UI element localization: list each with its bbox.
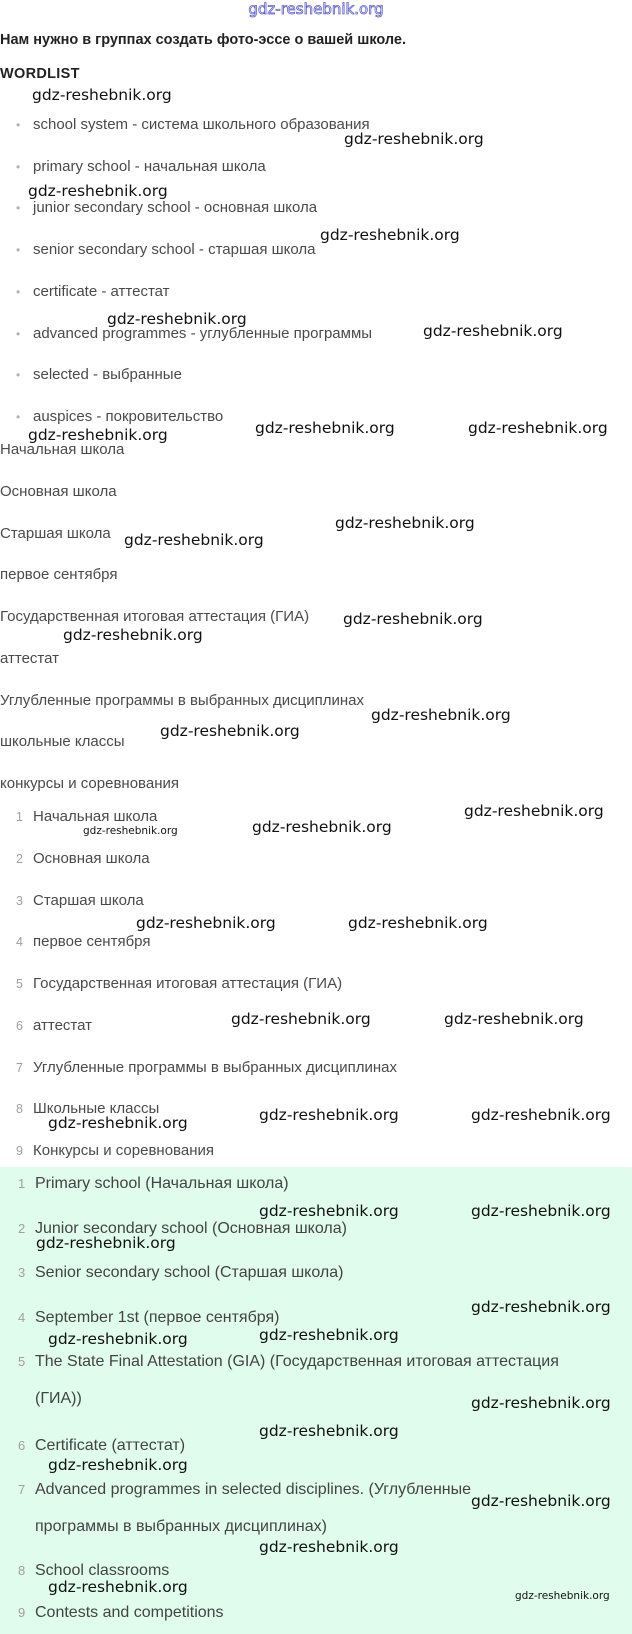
watermark: gdz-reshebnik.org [48,1114,188,1132]
watermark: gdz-reshebnik.org [48,1330,188,1348]
watermark: gdz-reshebnik.org [107,310,247,328]
watermark: gdz-reshebnik.org [320,226,460,244]
watermark: gdz-reshebnik.org [32,86,172,104]
list-item: 5 Государственная итоговая аттестация (ГИА) [16,975,343,992]
list-item-continuation: программы в выбранных дисциплинах) [35,1518,327,1535]
watermark: gdz-reshebnik.org [259,1106,399,1124]
list-item: 8 Школьные классы [16,1100,160,1117]
watermark: gdz-reshebnik.org [444,1010,584,1028]
list-item: Начальная школа [0,441,125,458]
list-item: • certificate - аттестат [16,283,170,300]
watermark: gdz-reshebnik.org [124,531,264,549]
list-item: 4 September 1st (первое сентября) [18,1309,280,1326]
list-item: школьные классы [0,733,125,750]
list-item: Основная школа [0,483,117,500]
watermark: gdz-reshebnik.org [48,1578,188,1596]
list-item: • junior secondary school - основная школа [16,199,318,216]
list-item: 1 Начальная школа [16,808,158,825]
watermark: gdz-reshebnik.org [515,1590,610,1602]
watermark: gdz-reshebnik.org [344,130,484,148]
watermark: gdz-reshebnik.org [252,818,392,836]
bullet-icon: • [16,201,21,215]
bullet-icon: • [16,243,21,257]
list-item: 4 первое сентября [16,933,151,950]
watermark: gdz-reshebnik.org [343,610,483,628]
list-item: 2 Основная школа [16,850,150,867]
watermark: gdz-reshebnik.org [471,1394,611,1412]
watermark: gdz-reshebnik.org [48,1456,188,1474]
watermark: gdz-reshebnik.org [468,419,608,437]
watermark: gdz-reshebnik.org [255,419,395,437]
wordlist-heading: WORDLIST [0,66,80,82]
watermark: gdz-reshebnik.org [28,426,168,444]
list-item: Старшая школа [0,525,111,542]
list-item: 8 School classrooms [18,1562,170,1579]
list-item: конкурсы и соревнования [0,775,179,792]
bullet-icon: • [16,118,21,132]
watermark: gdz-reshebnik.org [36,1234,176,1252]
list-item: 9 Конкурсы и соревнования [16,1142,214,1159]
bullet-icon: • [16,285,21,299]
bullet-icon: • [16,410,21,424]
list-item: • advanced programmes - углубленные программы [16,325,373,342]
list-item: 1 Primary school (Начальная школа) [18,1175,289,1192]
watermark: gdz-reshebnik.org [335,514,475,532]
list-item: • primary school - начальная школа [16,158,266,175]
bullet-icon: • [16,368,21,382]
list-item: Государственная итоговая аттестация (ГИА) [0,608,310,625]
watermark: gdz-reshebnik.org [259,1202,399,1220]
list-item: первое сентября [0,566,118,583]
watermark: gdz-reshebnik.org [160,722,300,740]
list-item: 2 Junior secondary school (Основная школа) [18,1220,347,1237]
watermark: gdz-reshebnik.org [63,626,203,644]
list-item: 3 Senior secondary school (Старшая школа) [18,1264,344,1281]
list-item: • senior secondary school - старшая школа [16,241,316,258]
watermark: gdz-reshebnik.org [348,914,488,932]
watermark: gdz-reshebnik.org [259,1326,399,1344]
list-item: 7 Углубленные программы в выбранных дисциплинах [16,1059,397,1076]
list-item: 6 Certificate (аттестат) [18,1437,186,1454]
list-item: • auspices - покровительство [16,408,224,425]
list-item: Углубленные программы в выбранных дисциплинах [0,692,364,709]
watermark: gdz-reshebnik.org [471,1492,611,1510]
list-item: 6 аттестат [16,1017,93,1034]
watermark: gdz-reshebnik.org [83,825,178,837]
watermark: gdz-reshebnik.org [136,914,276,932]
list-item: 3 Старшая школа [16,892,144,909]
bullet-icon: • [16,327,21,341]
watermark: gdz-reshebnik.org [259,1538,399,1556]
list-item: 7 Advanced programmes in selected disciplines. (Углубленные [18,1481,472,1498]
watermark: gdz-reshebnik.org [371,706,511,724]
watermark: gdz-reshebnik.org [28,182,168,200]
list-item: • selected - выбранные [16,366,182,383]
watermark: gdz-reshebnik.org [471,1202,611,1220]
watermark: gdz-reshebnik.org [471,1106,611,1124]
watermark: gdz-reshebnik.org [464,802,604,820]
list-item-continuation: (ГИА)) [35,1390,82,1407]
task-text: Нам нужно в группах создать фото-эссе о вашей школе. [0,32,406,48]
watermark: gdz-reshebnik.org [259,1422,399,1440]
list-item: 9 Contests and competitions [18,1604,224,1621]
bullet-icon: • [16,160,21,174]
header-watermark: gdz-reshebnik.org [248,0,384,18]
list-item: • school system - система школьного образования [16,116,370,133]
watermark: gdz-reshebnik.org [231,1010,371,1028]
list-item: аттестат [0,650,60,667]
watermark: gdz-reshebnik.org [471,1298,611,1316]
list-item: 5 The State Final Attestation (GIA) (Государственная итоговая аттестация [18,1353,559,1370]
watermark: gdz-reshebnik.org [423,322,563,340]
